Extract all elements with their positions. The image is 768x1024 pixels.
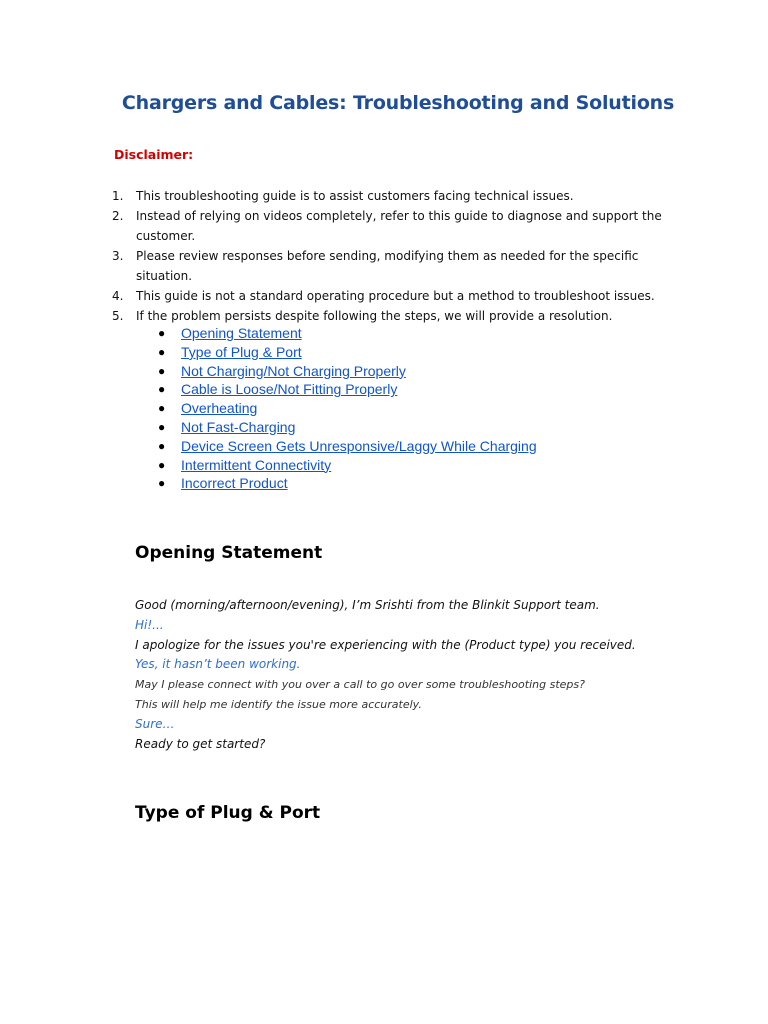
disclaimer-list: [112, 186, 672, 326]
list-item: [112, 206, 672, 246]
opening-dialog: [135, 596, 636, 754]
toc-item: [158, 474, 537, 493]
dialog-line-agent: I apologize for the issues you're experiencing with the (Product type) you received.: [135, 637, 636, 652]
dialog-line-customer: Yes, it hasn’t been working.: [135, 657, 301, 672]
dialog-line-customer: Hi!...: [135, 617, 164, 632]
disclaimer-label: Disclaimer:: [114, 147, 194, 162]
toc-link-screen-unresponsive[interactable]: Device Screen Gets Unresponsive/Laggy While Charging: [181, 437, 537, 454]
list-number: 4.: [112, 289, 124, 303]
list-item-text: This troubleshooting guide is to assist customers facing technical issues.: [136, 189, 574, 203]
list-item-text: Please review responses before sending, modifying them as needed for the specific situation.: [136, 249, 639, 283]
list-item-text: If the problem persists despite following the steps, we will provide a resolution.: [136, 309, 613, 323]
bullet-icon: ●: [158, 476, 166, 491]
toc-link-opening-statement[interactable]: Opening Statement: [181, 325, 302, 341]
list-item: [112, 306, 672, 326]
dialog-line-agent: May I please connect with you over a call to go over some troubleshooting steps?: [135, 678, 585, 692]
dialog-line-agent: Ready to get started?: [135, 736, 266, 751]
toc-item: [158, 456, 537, 475]
bullet-icon: ●: [158, 457, 166, 472]
list-number: 3.: [112, 249, 124, 263]
list-number: 1.: [112, 189, 124, 203]
toc-item: [158, 380, 537, 399]
bullet-icon: ●: [158, 438, 166, 453]
section-heading-type-of-plug-port: Type of Plug & Port: [135, 803, 321, 823]
list-number: 5.: [112, 309, 124, 323]
toc-item: [158, 437, 537, 456]
bullet-icon: ●: [158, 382, 166, 397]
toc-item: [158, 324, 537, 343]
page-title: Chargers and Cables: Troubleshooting and Solutions: [121, 92, 675, 114]
bullet-icon: ●: [158, 344, 166, 359]
toc-link-type-of-plug-port[interactable]: Type of Plug & Port: [181, 343, 302, 360]
bullet-icon: ●: [158, 419, 166, 434]
table-of-contents: [158, 324, 537, 493]
list-item-text: This guide is not a standard operating procedure but a method to troubleshoot issues.: [136, 289, 655, 303]
toc-link-intermittent-connectivity[interactable]: Intermittent Connectivity: [181, 456, 332, 473]
list-item: [112, 286, 672, 306]
dialog-line-agent: This will help me identify the issue more accurately.: [135, 697, 422, 711]
dialog-line-agent: Good (morning/afternoon/evening), I’m Srishti from the Blinkit Support team.: [135, 598, 600, 612]
toc-link-not-charging[interactable]: Not Charging/Not Charging Properly: [181, 362, 406, 379]
toc-item: [158, 343, 537, 362]
toc-item: [158, 399, 537, 418]
list-number: 2.: [112, 209, 124, 223]
list-item: [112, 186, 672, 206]
toc-item: [158, 362, 537, 381]
toc-link-overheating[interactable]: Overheating: [181, 400, 258, 417]
list-item-text: Instead of relying on videos completely, refer to this guide to diagnose and support the customer.: [136, 209, 662, 243]
bullet-icon: ●: [158, 401, 166, 416]
dialog-line-customer: Sure…: [135, 716, 175, 731]
list-item: [112, 246, 672, 286]
toc-link-cable-loose[interactable]: Cable is Loose/Not Fitting Properly: [181, 381, 398, 398]
section-heading-opening-statement: Opening Statement: [135, 543, 323, 563]
bullet-icon: ●: [158, 326, 166, 340]
toc-link-incorrect-product[interactable]: Incorrect Product: [181, 475, 288, 492]
toc-item: [158, 418, 537, 437]
toc-link-not-fast-charging[interactable]: Not Fast-Charging: [181, 418, 296, 435]
bullet-icon: ●: [158, 363, 166, 378]
